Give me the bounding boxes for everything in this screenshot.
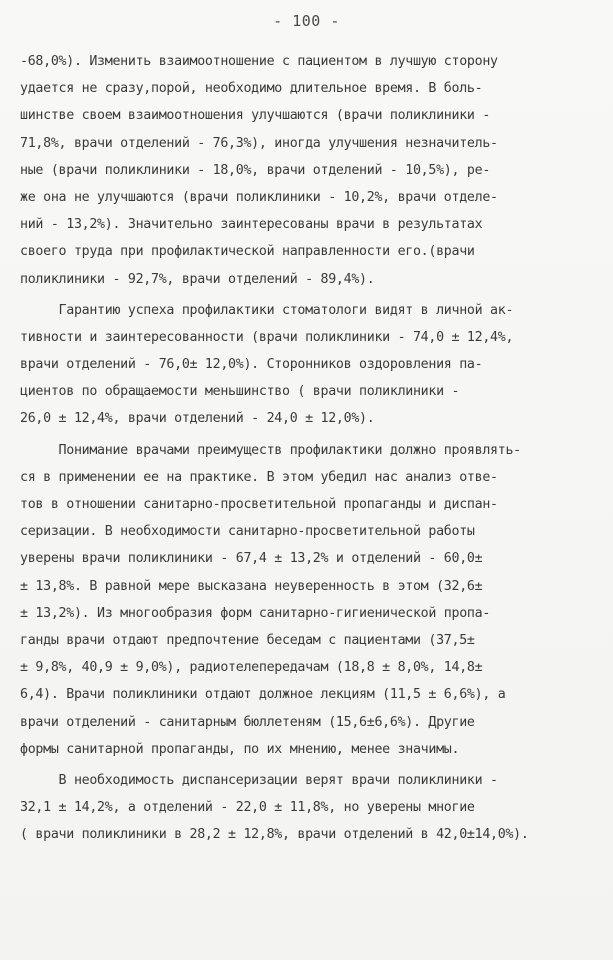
text-line: ± 9,8%, 40,9 ± 9,0%), радиотелепередачам (18,8 ± 8,0%, 14,8±: [20, 660, 483, 676]
text-line: врачи отделений - санитарным бюллетеням (15,6±6,6%). Другие: [20, 714, 475, 730]
text-line: тов в отношении санитарно-просветительной пропаганды и диспан-: [20, 497, 498, 512]
text-line: ± 13,2%). Из многообразия форм санитарно-гигиенической пропа-: [20, 605, 491, 621]
text-line: же она не улучшаются (врачи поликлиники - 10,2%, врачи отделе-: [20, 189, 498, 205]
text-line: 71,8%, врачи отделений - 76,3%), иногда улучшения незначитель-: [20, 135, 498, 151]
text-line: ганды врачи отдают предпочтение беседам с пациентами (37,5±: [20, 632, 475, 648]
text-line: ± 13,8%. В равной мере высказана неуверенность в этом (32,6±: [20, 578, 483, 594]
text-line: 6,4). Врачи поликлиники отдают должное лекциям (11,5 ± 6,6%), а: [20, 687, 506, 703]
text-line: -68,0%). Изменить взаимоотношение с пациентом в лучшую сторону: [20, 54, 498, 69]
text-line: шинстве своем взаимоотношения улучшаются (врачи поликлиники -: [20, 108, 491, 124]
text-line: формы санитарной пропаганды, по их мнению, менее значимы.: [20, 741, 460, 757]
text-line: 26,0 ± 12,4%, врачи отделений - 24,0 ± 12,0%).: [20, 411, 375, 427]
text-line: своего труда при профилактической направленности его.(врачи: [20, 244, 475, 260]
text-line: ний - 13,2%). Значительно заинтересованы врачи в результатах: [20, 217, 483, 233]
text-line: 32,1 ± 14,2%, а отделений - 22,0 ± 11,8%, но уверены многие: [20, 800, 475, 816]
text-line: тивности и заинтересованности (врачи поликлиники - 74,0 ± 12,4%,: [20, 329, 514, 345]
text-line: циентов по обращаемости меньшинство ( врачи поликлиники -: [20, 384, 460, 400]
text-line: Гарантию успеха профилактики стоматологи видят в личной ак-: [20, 302, 514, 318]
text-line: удается не сразу,порой, необходимо длительное время. В боль-: [20, 81, 483, 97]
text-line: ные (врачи поликлиники - 18,0%, врачи отделений - 10,5%), ре-: [20, 162, 491, 178]
text-line: Понимание врачами преимуществ профилактики должно проявлять-: [20, 442, 521, 458]
text-line: поликлиники - 92,7%, врачи отделений - 89,4%).: [20, 271, 375, 287]
body-text: [20, 48, 600, 848]
text-line: ся в применении ее на практике. В этом убедил нас анализ отве-: [20, 469, 498, 485]
text-line: серизации. В необходимости санитарно-просветительной работы: [20, 524, 475, 540]
text-line: врачи отделений - 76,0± 12,0%). Сторонников оздоровления па-: [20, 357, 483, 373]
text-line: ( врачи поликлиники в 28,2 ± 12,8%, врачи отделений в 42,0±14,0%).: [20, 827, 529, 843]
text-line: уверены врачи поликлиники - 67,4 ± 13,2% и отделений - 60,0±: [20, 551, 483, 567]
page-number: - 100 -: [273, 12, 340, 30]
text-line: В необходимость диспансеризации верят врачи поликлиники -: [20, 772, 498, 788]
